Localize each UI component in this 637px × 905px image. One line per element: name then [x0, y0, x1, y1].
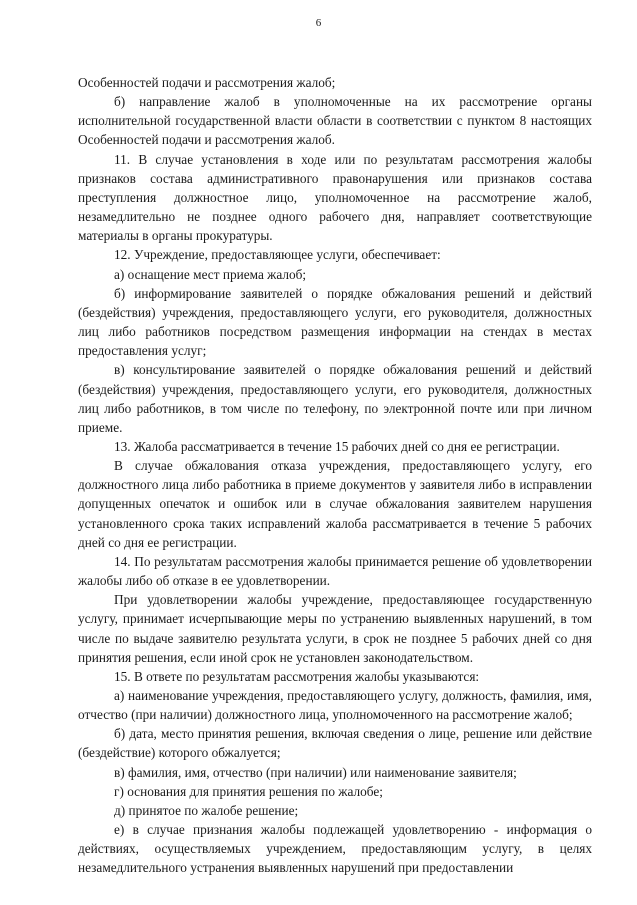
paragraph: 14. По результатам рассмотрения жалобы принимается решение об удовлетворении жалобы либо об отказе в ее удовлетворении.	[78, 553, 592, 589]
paragraph: в) фамилия, имя, отчество (при наличии) или наименование заявителя;	[114, 764, 517, 780]
paragraph: В случае обжалования отказа учреждения, предоставляющего услугу, его должностного лица либо работника в приеме документов у заявителя либо в исправлении допущенных опечаток и ошибок или в случае обжалования заявителем нарушения установленного срока таких исправлений жалоба рассматривается в течение 5 рабочих дней со дня ее регистрации.	[78, 458, 592, 550]
paragraph: Особенностей подачи и рассмотрения жалоб;	[78, 75, 336, 90]
paragraph: 15. В ответе по результатам рассмотрения жалобы указываются:	[114, 668, 480, 684]
paragraph: б) информирование заявителей о порядке обжалования решений и действий (бездействия) учреждения, предоставляющего услуги, его руководителя, должностных лиц либо работников посредством размещения информации на стендах в местах предоставления услуг;	[78, 285, 592, 359]
paragraph: При удовлетворении жалобы учреждение, предоставляющее государственную услугу, принимает исчерпывающие меры по устранению выявленных нарушений, в том числе по выдаче заявителю результата услуги, в срок не позднее 5 рабочих дней со дня принятия решения, если иной срок не установлен законодательством.	[78, 592, 592, 665]
document-body	[78, 73, 592, 878]
page-number: 6	[315, 17, 322, 29]
paragraph: б) направление жалоб в уполномоченные на их рассмотрение органы исполнительной государственной власти области в соответствии с пунктом 8 настоящих Особенностей подачи и рассмотрения жалоб.	[78, 94, 592, 148]
paragraph: д) принятое по жалобе решение;	[114, 802, 299, 818]
paragraph: 12. Учреждение, предоставляющее услуги, обеспечивает:	[114, 247, 441, 263]
paragraph: г) основания для принятия решения по жалобе;	[114, 783, 383, 799]
paragraph: а) наименование учреждения, предоставляющего услугу, должность, фамилия, имя, отчество (при наличии) должностного лица, уполномоченного на рассмотрение жалоб;	[78, 688, 592, 723]
paragraph: б) дата, место принятия решения, включая сведения о лице, решение или действие (бездействие) которого обжалуется;	[78, 726, 592, 761]
paragraph: е) в случае признания жалобы подлежащей удовлетворению - информация о действиях, осуществляемых учреждением, предоставляющим услугу, в целях незамедлительного устранения выявленных нарушений при предоставлении	[78, 822, 592, 876]
paragraph: в) консультирование заявителей о порядке обжалования решений и действий (бездействия) учреждения, предоставляющего услуги, его руководителя, должностных лиц либо работников, в том числе по телефону, по электронной почте или при личном приеме.	[78, 362, 592, 435]
paragraph: а) оснащение мест приема жалоб;	[114, 266, 307, 282]
paragraph: 11. В случае установления в ходе или по результатам рассмотрения жалобы признаков состава административного правонарушения или признаков состава преступления должностное лицо, уполномоченное на рассмотрение жалоб, незамедлительно не позднее одного рабочего дня, направляет соответствующие материалы в органы прокуратуры.	[78, 151, 592, 244]
paragraph: 13. Жалоба рассматривается в течение 15 рабочих дней со дня ее регистрации.	[114, 438, 560, 454]
